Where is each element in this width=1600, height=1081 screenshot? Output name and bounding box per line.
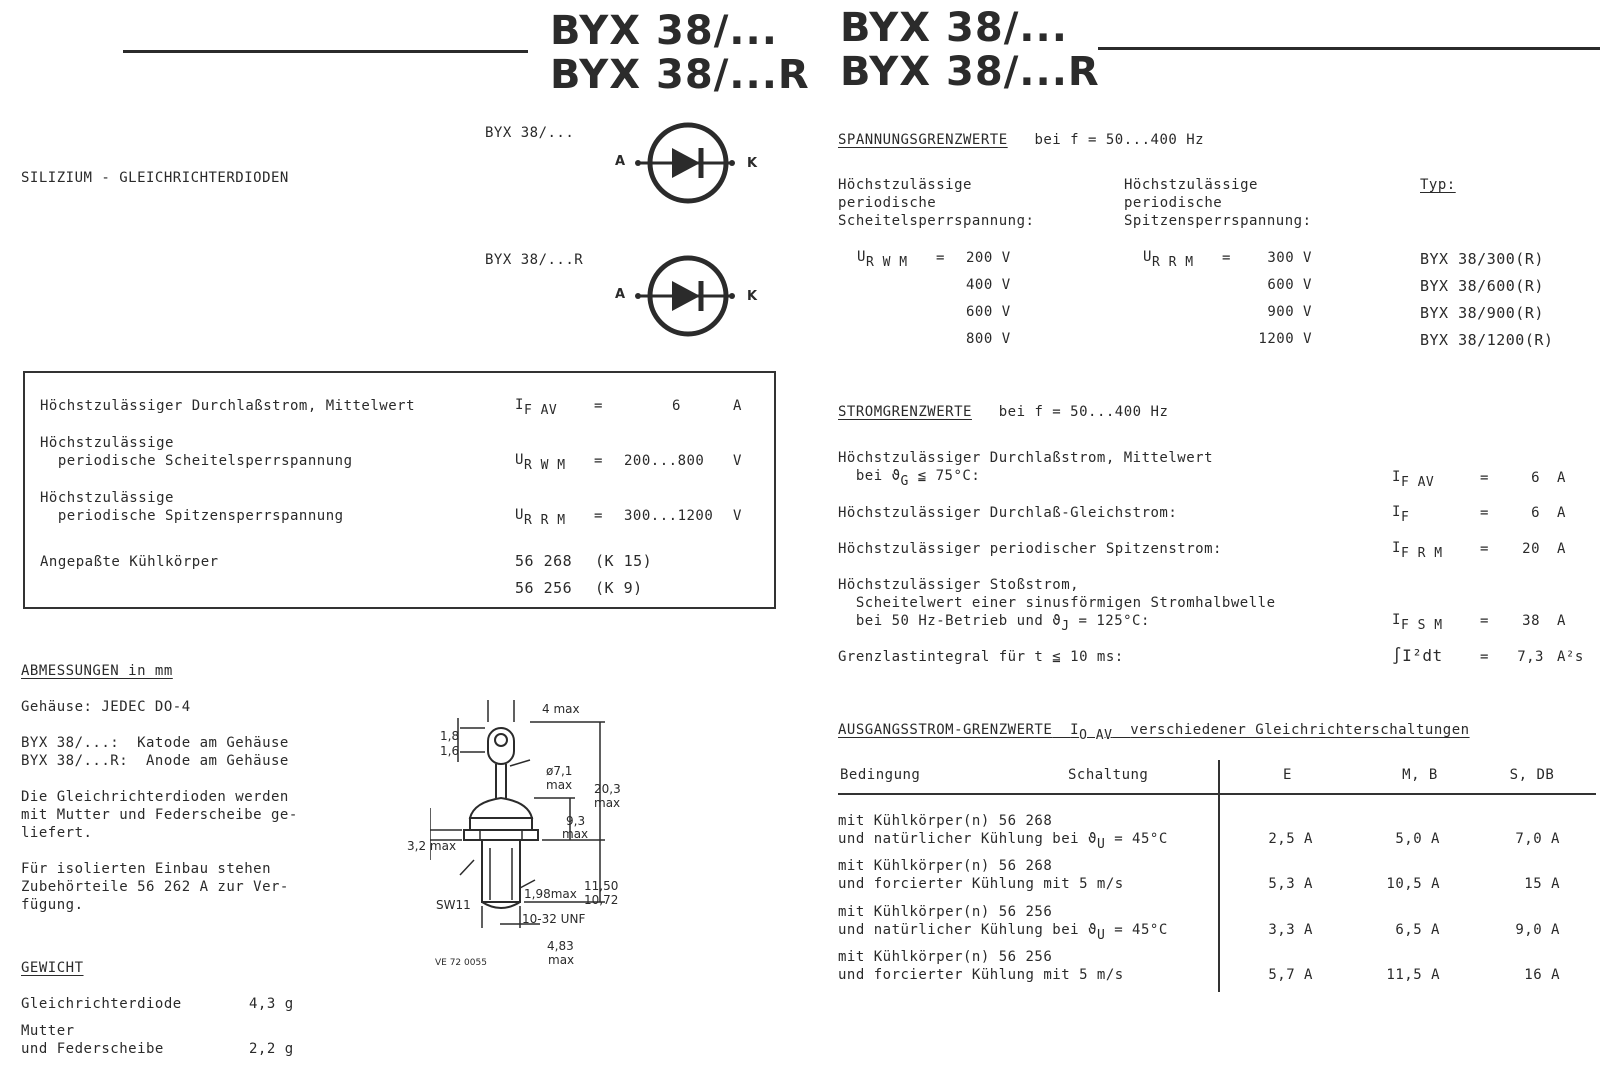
table-row-line1: mit Kühlkörper(n) 56 256 bbox=[838, 904, 1053, 920]
table-cell-sdb: 7,0 A bbox=[1515, 831, 1560, 847]
dim-9-3: 9,3 bbox=[566, 814, 586, 828]
dim-11-50: 11,50 bbox=[584, 879, 619, 893]
summary-row3-unit: V bbox=[733, 508, 742, 524]
urwm-value: 800 V bbox=[966, 331, 1011, 347]
anode-label-1: A bbox=[615, 154, 626, 169]
c2-value: 6 bbox=[1531, 505, 1540, 521]
table-cell-e: 3,3 A bbox=[1268, 922, 1313, 938]
urrm-value: 1200 V bbox=[1258, 331, 1312, 347]
type-value: BYX 38/900(R) bbox=[1420, 304, 1544, 322]
cathode-label-2: K bbox=[747, 289, 758, 304]
c1-eq: = bbox=[1480, 470, 1489, 486]
weight-heading: GEWICHT bbox=[21, 960, 84, 976]
dim-1-8: 1,8 bbox=[440, 729, 460, 743]
summary-row2-symbol: UR W M bbox=[515, 452, 566, 473]
table-row-line2: und natürlicher Kühlung bei ϑU = 45°C bbox=[838, 831, 1168, 852]
note1-line1: Die Gleichrichterdioden werden bbox=[21, 789, 289, 805]
summary-row2-label1: Höchstzulässige bbox=[40, 435, 174, 451]
summary-row1-eq: = bbox=[594, 398, 603, 414]
table-row-line1: mit Kühlkörper(n) 56 268 bbox=[838, 858, 1053, 874]
th-mb: M, B bbox=[1402, 767, 1438, 783]
voltage-heading-row bbox=[838, 132, 1204, 148]
dim-7-1-max: max bbox=[546, 778, 573, 792]
anode-label-2: A bbox=[615, 287, 626, 302]
summary-row3-eq: = bbox=[594, 508, 603, 524]
table-row-line1: mit Kühlkörper(n) 56 268 bbox=[838, 813, 1053, 829]
dim-1-6: 1,6 bbox=[440, 744, 460, 758]
c4-unit: A bbox=[1557, 613, 1566, 629]
summary-row4-value2: 56 256 bbox=[515, 579, 573, 597]
c4-line2: Scheitelwert einer sinusförmigen Stromhalbwelle bbox=[838, 595, 1276, 611]
cathode-label-1: K bbox=[747, 156, 758, 171]
symbol1-label: BYX 38/... bbox=[485, 125, 575, 141]
case-text: Gehäuse: JEDEC DO-4 bbox=[21, 699, 191, 715]
dim-7-1: ø7,1 bbox=[546, 764, 573, 778]
dim-thread: 10-32 UNF bbox=[522, 912, 586, 926]
note2-line2: Zubehörteile 56 262 A zur Ver- bbox=[21, 879, 289, 895]
dim-9-3-max: max bbox=[562, 827, 589, 841]
summary-row3-symbol: UR R M bbox=[515, 507, 566, 528]
dim-4-83-max: max bbox=[548, 953, 575, 967]
type-value: BYX 38/300(R) bbox=[1420, 250, 1544, 268]
c2-unit: A bbox=[1557, 505, 1566, 521]
weight-nut-label1: Mutter bbox=[21, 1023, 75, 1039]
table-cell-sdb: 15 A bbox=[1524, 876, 1560, 892]
volt-col2-line2: periodische bbox=[1124, 195, 1223, 211]
summary-row4-ref1: (K 15) bbox=[595, 552, 653, 570]
volt-col1-line3: Scheitelsperrspannung: bbox=[838, 213, 1035, 229]
summary-row4-ref2: (K 9) bbox=[595, 579, 643, 597]
table-row-line2: und natürlicher Kühlung bei ϑU = 45°C bbox=[838, 922, 1168, 943]
table-row-line2: und forcierter Kühlung mit 5 m/s bbox=[838, 876, 1124, 892]
c2-symbol: IF bbox=[1392, 504, 1410, 525]
dim-4max: 4 max bbox=[542, 702, 580, 716]
c2-eq: = bbox=[1480, 505, 1489, 521]
dim-3-2-max: 3,2 max bbox=[407, 839, 457, 853]
table-cell-mb: 11,5 A bbox=[1386, 967, 1440, 983]
voltage-frequency: bei f = 50...400 Hz bbox=[1034, 132, 1205, 148]
table-row-line1: mit Kühlkörper(n) 56 256 bbox=[838, 949, 1053, 965]
c4-line3: bei 50 Hz-Betrieb und ϑJ = 125°C: bbox=[838, 613, 1150, 634]
c4-eq: = bbox=[1480, 613, 1489, 629]
c1-line2: bei ϑG ≦ 75°C: bbox=[838, 468, 981, 489]
volt-col3-heading: Typ: bbox=[1420, 177, 1456, 193]
note2-line1: Für isolierten Einbau stehen bbox=[21, 861, 272, 877]
c4-line1: Höchstzulässiger Stoßstrom, bbox=[838, 577, 1080, 593]
c1-unit: A bbox=[1557, 470, 1566, 486]
output-heading-rest: verschiedener Gleichrichterschaltungen bbox=[1130, 722, 1470, 738]
th-sdb: S, DB bbox=[1509, 767, 1555, 783]
current-heading-row bbox=[838, 404, 1168, 420]
current-heading: STROMGRENZWERTE bbox=[838, 404, 972, 420]
c4-symbol: IF S M bbox=[1392, 612, 1443, 633]
dim-4-83: 4,83 bbox=[547, 939, 574, 953]
urwm-value: 200 V bbox=[966, 250, 1011, 266]
note1-line3: liefert. bbox=[21, 825, 93, 841]
drawing-ref: VE 72 0055 bbox=[435, 958, 487, 968]
table-cell-mb: 5,0 A bbox=[1395, 831, 1440, 847]
type-value: BYX 38/1200(R) bbox=[1420, 331, 1554, 349]
weight-diode-value: 4,3 g bbox=[249, 996, 294, 1012]
table-divider-horizontal bbox=[838, 793, 1596, 795]
table-row-line2: und forcierter Kühlung mit 5 m/s bbox=[838, 967, 1124, 983]
summary-row1-symbol: IF AV bbox=[515, 397, 558, 418]
weight-diode-label: Gleichrichterdiode bbox=[21, 996, 182, 1012]
urrm-value: 300 V bbox=[1267, 250, 1312, 266]
c5-value: 7,3 bbox=[1517, 649, 1544, 665]
summary-row1-label: Höchstzulässiger Durchlaßstrom, Mittelwert bbox=[40, 398, 416, 414]
dim-20-3-max: max bbox=[594, 796, 621, 810]
urwm-value: 400 V bbox=[966, 277, 1011, 293]
urrm-value: 900 V bbox=[1267, 304, 1312, 320]
volt-col2-line1: Höchstzulässige bbox=[1124, 177, 1258, 193]
urwm-value: 600 V bbox=[966, 304, 1011, 320]
c1-line1: Höchstzulässiger Durchlaßstrom, Mittelwert bbox=[838, 450, 1214, 466]
summary-row2-label2: periodische Scheitelsperrspannung bbox=[40, 453, 353, 469]
current-frequency: bei f = 50...400 Hz bbox=[998, 404, 1169, 420]
summary-row4-label: Angepaßte Kühlkörper bbox=[40, 554, 219, 570]
urrm-symbol: UR R M bbox=[1143, 249, 1194, 270]
title-left-2: BYX 38/...R bbox=[550, 52, 810, 98]
header-rule-left bbox=[123, 50, 528, 53]
c4-value: 38 bbox=[1522, 613, 1540, 629]
summary-row1-value: 6 bbox=[672, 398, 681, 414]
type-value: BYX 38/600(R) bbox=[1420, 277, 1544, 295]
c3-symbol: IF R M bbox=[1392, 540, 1443, 561]
c5-eq: = bbox=[1480, 649, 1489, 665]
dim-20-3: 20,3 bbox=[594, 782, 621, 796]
dim-10-72: 10,72 bbox=[584, 893, 619, 907]
diode-symbol-icon bbox=[610, 120, 760, 210]
c1-value: 6 bbox=[1531, 470, 1540, 486]
dimensions-heading: ABMESSUNGEN in mm bbox=[21, 663, 173, 679]
th-circuit: Schaltung bbox=[1068, 767, 1149, 783]
c5-symbol: ∫I²dt bbox=[1392, 646, 1443, 665]
c3-value: 20 bbox=[1522, 541, 1540, 557]
table-cell-e: 5,7 A bbox=[1268, 967, 1313, 983]
volt-col1-line2: periodische bbox=[838, 195, 937, 211]
summary-row2-unit: V bbox=[733, 453, 742, 469]
th-e: E bbox=[1283, 767, 1292, 783]
summary-row2-eq: = bbox=[594, 453, 603, 469]
note2-line3: fügung. bbox=[21, 897, 84, 913]
symbol2-label: BYX 38/...R bbox=[485, 252, 584, 268]
c5-label: Grenzlastintegral für t ≦ 10 ms: bbox=[838, 649, 1124, 665]
volt-col1-line1: Höchstzulässige bbox=[838, 177, 972, 193]
c3-label: Höchstzulässiger periodischer Spitzenstrom: bbox=[838, 541, 1222, 557]
summary-row3-value: 300...1200 bbox=[624, 508, 714, 524]
table-cell-sdb: 16 A bbox=[1524, 967, 1560, 983]
c5-unit: A²s bbox=[1557, 649, 1584, 665]
table-cell-sdb: 9,0 A bbox=[1515, 922, 1560, 938]
table-cell-mb: 10,5 A bbox=[1386, 876, 1440, 892]
summary-row4-value1: 56 268 bbox=[515, 552, 573, 570]
diode-symbol-reverse-icon bbox=[610, 253, 760, 343]
c3-unit: A bbox=[1557, 541, 1566, 557]
urrm-eq: = bbox=[1222, 250, 1231, 266]
output-heading: AUSGANGSSTROM-GRENZWERTE bbox=[838, 722, 1053, 738]
dim-sw11: SW11 bbox=[436, 898, 471, 912]
summary-row3-label1: Höchstzulässige bbox=[40, 490, 174, 506]
voltage-heading: SPANNUNGSGRENZWERTE bbox=[838, 132, 1008, 148]
note1-line2: mit Mutter und Federscheibe ge- bbox=[21, 807, 298, 823]
subtitle: SILIZIUM - GLEICHRICHTERDIODEN bbox=[21, 170, 289, 186]
output-heading-row: AUSGANGSSTROM-GRENZWERTE IO AV verschiedener Gleichrichterschaltungen bbox=[838, 722, 1470, 743]
urwm-symbol: UR W M bbox=[857, 249, 908, 270]
summary-row3-label2: periodische Spitzensperrspannung bbox=[40, 508, 344, 524]
summary-row2-value: 200...800 bbox=[624, 453, 705, 469]
header-rule-right bbox=[1098, 47, 1600, 50]
dim-1-98max: 1,98max bbox=[524, 887, 577, 901]
c2-label: Höchstzulässiger Durchlaß-Gleichstrom: bbox=[838, 505, 1178, 521]
th-condition: Bedingung bbox=[840, 767, 921, 783]
polarity-line-2: BYX 38/...R: Anode am Gehäuse bbox=[21, 753, 289, 769]
urrm-value: 600 V bbox=[1267, 277, 1312, 293]
title-left-1: BYX 38/... bbox=[550, 8, 778, 54]
volt-col2-line3: Spitzensperrspannung: bbox=[1124, 213, 1312, 229]
title-right-1: BYX 38/... bbox=[840, 5, 1068, 51]
weight-nut-value: 2,2 g bbox=[249, 1041, 294, 1057]
urwm-eq: = bbox=[936, 250, 945, 266]
weight-nut-label2: und Federscheibe bbox=[21, 1041, 164, 1057]
table-cell-e: 5,3 A bbox=[1268, 876, 1313, 892]
polarity-line-1: BYX 38/...: Katode am Gehäuse bbox=[21, 735, 289, 751]
table-cell-mb: 6,5 A bbox=[1395, 922, 1440, 938]
table-cell-e: 2,5 A bbox=[1268, 831, 1313, 847]
c3-eq: = bbox=[1480, 541, 1489, 557]
title-right-2: BYX 38/...R bbox=[840, 49, 1100, 95]
summary-row1-unit: A bbox=[733, 398, 742, 414]
c1-symbol: IF AV bbox=[1392, 469, 1435, 490]
